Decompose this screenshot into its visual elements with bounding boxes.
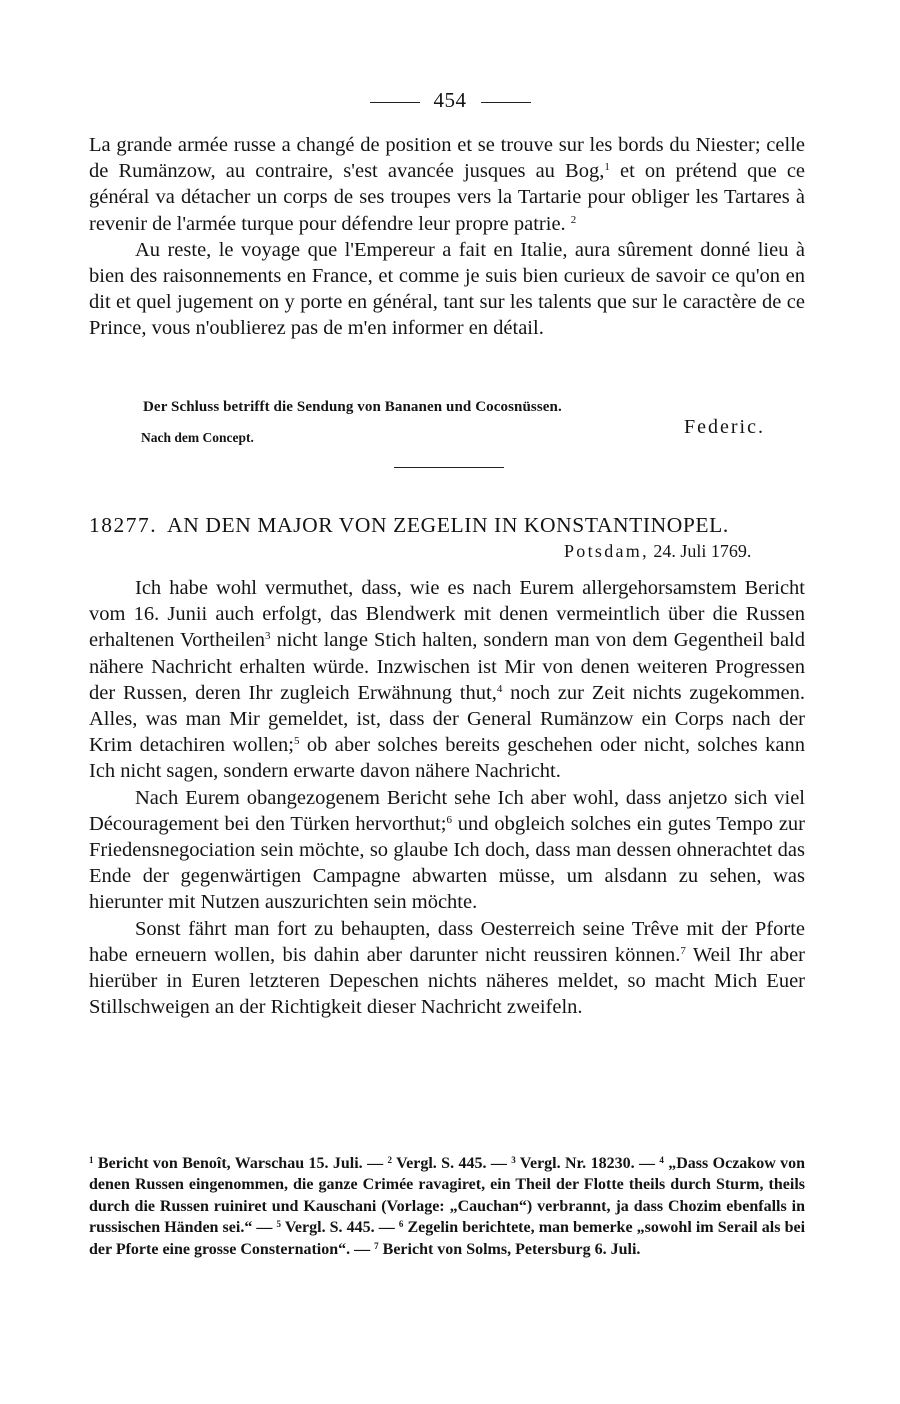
letter-p1-part-2: nicht lange Stich halten, sondern man von dem Gegentheil bald nähere Nachricht erhalten würde. Inzwischen ist Mir von denen weiteren Progressen der Russen, deren Ihr zugleich Erwähnung thut, <box>89 629 805 704</box>
french-paragraph-1 <box>89 132 805 237</box>
letter-p1-part-4: ob aber solches bereits geschehen oder nicht, solches kann Ich nicht sagen, sondern erwarte davon nähere Nachricht. <box>89 734 805 783</box>
letter-p2-part-2: und obgleich solches ein gutes Tempo zur Friedensnegociation sein möchte, so glaube Ich doch, dass man dessen ohnerachtet das Ende der gegenwärtigen Campagne abwarten müsse, um alsdann zu sehen, was hierunter mit Nutzen auszurichten sein möchte. <box>89 812 805 914</box>
footnote-7-mark: 7 <box>374 1240 379 1251</box>
letter-recipient: AN DEN MAJOR VON ZEGELIN IN KONSTANTINOPEL. <box>167 513 729 537</box>
page-number-rule-left <box>370 102 420 103</box>
footnote-ref-5: 5 <box>293 735 300 748</box>
footnote-sep-3: — <box>638 1155 655 1172</box>
footnote-6-mark: 6 <box>398 1219 404 1230</box>
footnote-3-mark: 3 <box>511 1155 516 1165</box>
footnote-5 <box>277 1219 375 1236</box>
footnote-sep-1: — <box>367 1155 384 1172</box>
footnote-5-text: Vergl. S. 445. <box>284 1219 375 1237</box>
letter-paragraph-3 <box>89 916 805 1021</box>
footnote-2-mark: 2 <box>387 1155 392 1165</box>
french-paragraph-1-part-1: La grande armée russe a changé de position et se trouve sur les bords du Niester; celle de Rumänzow, au contraire, s'est avancée jusques au Bog, <box>89 134 805 183</box>
footnote-7 <box>374 1241 640 1258</box>
letter-paragraph-1 <box>89 575 805 785</box>
page-number-rule-right <box>481 102 531 103</box>
footnote-ref-7: 7 <box>680 944 686 957</box>
letter-p2-part-1: Nach Eurem obangezogenem Bericht sehe Ich aber wohl, dass anjetzo sich viel Découragement bei den Türken hervorthut; <box>89 786 805 835</box>
letter-p1-part-1: Ich habe wohl vermuthet, dass, wie es nach Eurem allergehorsamstem Bericht vom 16. Junii auch erfolgt, das Blendwerk mit denen vermeintlich über die Russen erhaltenen Vortheilen <box>89 577 805 652</box>
footnote-3 <box>511 1155 634 1172</box>
letter-heading <box>89 513 805 538</box>
source-note: Nach dem Concept. <box>141 430 254 445</box>
footnote-ref-2: 2 <box>570 213 577 226</box>
letter-number: 18277. <box>89 513 158 537</box>
footnote-1-mark: 1 <box>89 1155 94 1165</box>
footnotes <box>89 1153 805 1260</box>
footnote-sep-2: — <box>490 1155 507 1172</box>
footnote-ref-3: 3 <box>265 630 271 643</box>
content-summary: Der Schluss betrifft die Sendung von Bananen und Cocosnüssen. <box>143 399 562 415</box>
letter-place: Potsdam, <box>564 541 649 561</box>
letter-separator <box>394 467 504 468</box>
letter-p3-part-1: Sonst fährt man fort zu behaupten, dass Oesterreich seine Trêve mit der Pforte habe erneuern wollen, bis dahin aber darunter nicht reussiren können. <box>89 917 805 966</box>
letter-dateline <box>564 541 751 562</box>
footnote-1-text: Bericht von Benoît, Warschau 15. Juli. <box>97 1155 363 1172</box>
footnote-5-mark: 5 <box>276 1219 282 1230</box>
footnote-3-text: Vergl. Nr. 18230. <box>519 1155 635 1172</box>
footnote-1 <box>89 1155 363 1172</box>
letter-date: 24. Juli 1769. <box>653 541 752 561</box>
letter-paragraph-2 <box>89 785 805 916</box>
french-letter-body <box>89 132 805 342</box>
footnote-2-text: Vergl. S. 445. <box>396 1155 487 1172</box>
signature: Federic. <box>684 416 765 438</box>
letter-body <box>89 575 805 1020</box>
french-paragraph-2: Au reste, le voyage que l'Empereur a fait en Italie, aura sûrement donné lieu à bien des raisonnements en France, et comme je suis bien curieux de savoir ce qu'on en dit et quel jugement on y porte en général, tant sur les talents que sur le caractère de ce Prince, vous n'oublierez pas de m'en informer en détail. <box>89 238 805 340</box>
footnote-ref-1: 1 <box>604 161 610 174</box>
page-number <box>0 88 900 113</box>
footnote-sep-5: — <box>378 1219 395 1237</box>
footnote-sep-6: — <box>354 1240 371 1258</box>
footnote-2 <box>387 1155 486 1172</box>
footnote-ref-6: 6 <box>446 813 452 826</box>
letter-p1-part-3: noch zur Zeit nichts zugekommen. Alles, was man Mir gemeldet, ist, dass der General Rumänzow ein Corps nach der Krim detachiren wollen; <box>89 681 805 757</box>
french-paragraph-1-part-2: et on prétend que ce général va détacher un corps de ses troupes vers la Tartarie pour obliger les Tartares à revenir de l'armée turque pour défendre leur propre patrie. <box>89 160 806 235</box>
footnote-sep-4: — <box>256 1219 273 1237</box>
footnote-ref-4: 4 <box>496 682 503 695</box>
letter-p3-part-2: Weil Ihr aber hierüber in Euren letzteren Depeschen nichts näheres meldet, so macht Mich Euer Stillschweigen an der Richtigkeit dieser Nachricht zweifeln. <box>89 943 806 1019</box>
footnote-7-text: Bericht von Solms, Petersburg 6. Juli. <box>382 1240 641 1258</box>
footnote-4-text: „Dass Oczakow von denen Russen eingenommen, die ganze Crimée ravagiret, ein Theil der Flotte theils durch Sturm, theils durch die Russen ruiniret und Kauschani (Vorlage: „Cauchan“) verbrannt, ja dass Chozim ebenfalls in russischen Händen sei.“ <box>89 1155 806 1237</box>
page-number-value: 454 <box>433 88 467 112</box>
footnote-4-mark: 4 <box>659 1155 664 1165</box>
footnote-6-text: Zegelin berichtete, man bemerke „sowohl im Serail als bei der Pforte eine grosse Consternation“. <box>89 1219 806 1258</box>
